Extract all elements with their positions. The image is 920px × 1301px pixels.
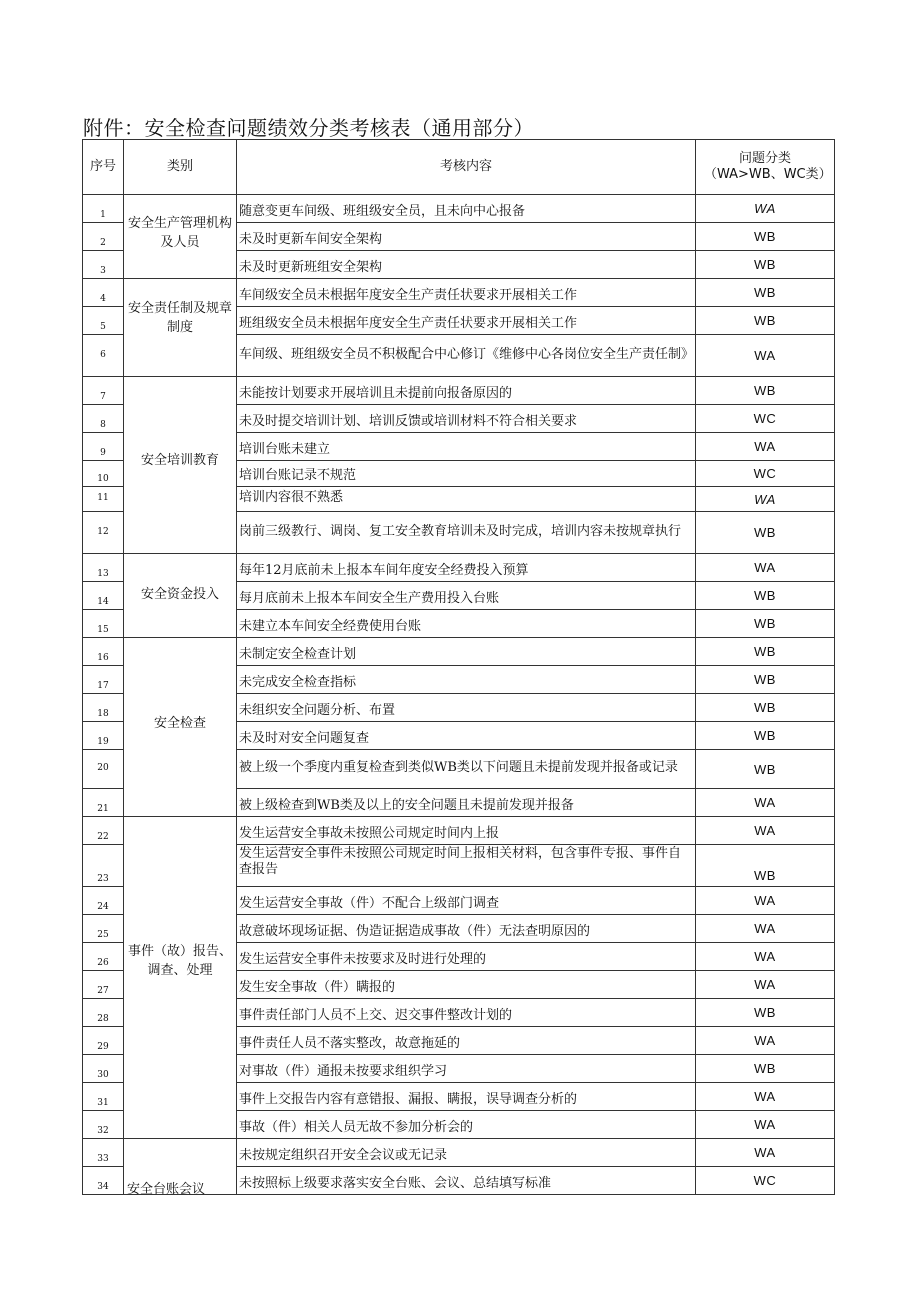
- content-cell: 培训台账记录不规范: [237, 461, 696, 487]
- row-number: 7: [83, 377, 124, 405]
- row-number: 1: [83, 195, 124, 223]
- content-cell: 车间级、班组级安全员不积极配合中心修订《维修中心各岗位安全生产责任制》: [237, 335, 696, 377]
- table-row: [83, 1139, 835, 1167]
- content-cell: 发生运营安全事故（件）不配合上级部门调查: [237, 887, 696, 915]
- row-number: 23: [83, 845, 124, 887]
- classification-cell: WB: [696, 377, 835, 405]
- row-number: 4: [83, 279, 124, 307]
- content-cell: 未按照标上级要求落实安全台账、会议、总结填写标准: [237, 1167, 696, 1195]
- header-content: 考核内容: [237, 140, 696, 195]
- classification-cell: WB: [696, 638, 835, 666]
- row-number: 18: [83, 694, 124, 722]
- category-cell: 安全资金投入: [124, 554, 237, 638]
- header-classification: 问题分类（WA>WB、WC类）: [696, 140, 835, 195]
- table-row: [83, 195, 835, 223]
- content-cell: 车间级安全员未根据年度安全生产责任状要求开展相关工作: [237, 279, 696, 307]
- row-number: 26: [83, 943, 124, 971]
- content-cell: 未及时更新班组安全架构: [237, 251, 696, 279]
- content-cell: 未及时更新车间安全架构: [237, 223, 696, 251]
- table-row: [83, 638, 835, 666]
- content-cell: 班组级安全员未根据年度安全生产责任状要求开展相关工作: [237, 307, 696, 335]
- content-cell: 未组织安全问题分析、布置: [237, 694, 696, 722]
- row-number: 27: [83, 971, 124, 999]
- content-cell: 未完成安全检查指标: [237, 666, 696, 694]
- classification-cell: WC: [696, 461, 835, 487]
- assessment-table: [82, 139, 835, 1195]
- classification-cell: WA: [696, 887, 835, 915]
- table-row: [83, 377, 835, 405]
- row-number: 6: [83, 335, 124, 377]
- classification-cell: WB: [696, 666, 835, 694]
- category-cell: 安全责任制及规章制度: [124, 279, 237, 377]
- content-cell: 未建立本车间安全经费使用台账: [237, 610, 696, 638]
- row-number: 34: [83, 1167, 124, 1195]
- row-number: 9: [83, 433, 124, 461]
- classification-cell: WA: [696, 915, 835, 943]
- row-number: 24: [83, 887, 124, 915]
- content-cell: 故意破坏现场证据、伪造证据造成事故（件）无法查明原因的: [237, 915, 696, 943]
- classification-cell: WB: [696, 1055, 835, 1083]
- content-cell: 未及时对安全问题复查: [237, 722, 696, 750]
- header-seq: 序号: [83, 140, 124, 195]
- content-cell: 发生安全事故（件）瞒报的: [237, 971, 696, 999]
- content-cell: 被上级一个季度内重复检查到类似WB类以下问题且未提前发现并报备或记录: [237, 750, 696, 789]
- classification-cell: WB: [696, 582, 835, 610]
- classification-cell: WB: [696, 251, 835, 279]
- classification-cell: WA: [696, 1083, 835, 1111]
- content-cell: 发生运营安全事件未按要求及时进行处理的: [237, 943, 696, 971]
- row-number: 2: [83, 223, 124, 251]
- classification-cell: WB: [696, 279, 835, 307]
- table-header-row: [83, 140, 835, 195]
- row-number: 10: [83, 461, 124, 487]
- category-cell: 安全检查: [124, 638, 237, 817]
- row-number: 21: [83, 789, 124, 817]
- content-cell: 培训台账未建立: [237, 433, 696, 461]
- row-number: 30: [83, 1055, 124, 1083]
- classification-cell: WC: [696, 1167, 835, 1195]
- row-number: 28: [83, 999, 124, 1027]
- classification-cell: WB: [696, 694, 835, 722]
- category-cell: 事件（故）报告、调查、处理: [124, 817, 237, 1139]
- classification-cell: WB: [696, 512, 835, 554]
- row-number: 31: [83, 1083, 124, 1111]
- content-cell: 事件上交报告内容有意错报、漏报、瞒报，误导调查分析的: [237, 1083, 696, 1111]
- content-cell: 培训内容很不熟悉: [237, 487, 696, 512]
- classification-cell: WA: [696, 433, 835, 461]
- row-number: 22: [83, 817, 124, 845]
- content-cell: 岗前三级教行、调岗、复工安全教育培训未及时完成，培训内容未按规章执行: [237, 512, 696, 554]
- classification-cell: WC: [696, 405, 835, 433]
- content-cell: 未制定安全检查计划: [237, 638, 696, 666]
- row-number: 33: [83, 1139, 124, 1167]
- classification-cell: WA: [696, 1139, 835, 1167]
- classification-cell: WA: [696, 1111, 835, 1139]
- content-cell: 被上级检查到WB类及以上的安全问题且未提前发现并报备: [237, 789, 696, 817]
- classification-cell: WB: [696, 223, 835, 251]
- row-number: 17: [83, 666, 124, 694]
- row-number: 20: [83, 750, 124, 789]
- classification-cell: WA: [696, 335, 835, 377]
- category-label-safety-ledger-meeting: 安全台账会议: [127, 1182, 206, 1197]
- classification-cell: WA: [696, 195, 835, 223]
- category-cell: 安全生产管理机构及人员: [124, 195, 237, 279]
- classification-cell: WA: [696, 971, 835, 999]
- classification-cell: WB: [696, 722, 835, 750]
- category-cell: 安全培训教育: [124, 377, 237, 554]
- row-number: 15: [83, 610, 124, 638]
- classification-cell: WB: [696, 999, 835, 1027]
- row-number: 14: [83, 582, 124, 610]
- row-number: 11: [83, 487, 124, 512]
- classification-cell: WA: [696, 554, 835, 582]
- row-number: 29: [83, 1027, 124, 1055]
- classification-cell: WA: [696, 487, 835, 512]
- row-number: 12: [83, 512, 124, 554]
- row-number: 16: [83, 638, 124, 666]
- content-cell: 未及时提交培训计划、培训反馈或培训材料不符合相关要求: [237, 405, 696, 433]
- table-row: [83, 554, 835, 582]
- content-cell: 随意变更车间级、班组级安全员，且未向中心报备: [237, 195, 696, 223]
- classification-cell: WB: [696, 750, 835, 789]
- row-number: 5: [83, 307, 124, 335]
- content-cell: 未能按计划要求开展培训且未提前向报备原因的: [237, 377, 696, 405]
- classification-cell: WA: [696, 1027, 835, 1055]
- table-row: [83, 817, 835, 845]
- content-cell: 每月底前未上报本车间安全生产费用投入台账: [237, 582, 696, 610]
- classification-cell: WA: [696, 789, 835, 817]
- classification-cell: WA: [696, 817, 835, 845]
- classification-cell: WB: [696, 610, 835, 638]
- content-cell: 发生运营安全事件未按照公司规定时间上报相关材料，包含事件专报、事件自查报告: [237, 845, 696, 887]
- page-title: 附件：安全检查问题绩效分类考核表（通用部分）: [83, 116, 534, 140]
- content-cell: 发生运营安全事故未按照公司规定时间内上报: [237, 817, 696, 845]
- row-number: 19: [83, 722, 124, 750]
- classification-cell: WB: [696, 845, 835, 887]
- content-cell: 事件责任人员不落实整改，故意拖延的: [237, 1027, 696, 1055]
- row-number: 13: [83, 554, 124, 582]
- header-category: 类别: [124, 140, 237, 195]
- row-number: 3: [83, 251, 124, 279]
- row-number: 25: [83, 915, 124, 943]
- content-cell: 对事故（件）通报未按要求组织学习: [237, 1055, 696, 1083]
- content-cell: 事故（件）相关人员无故不参加分析会的: [237, 1111, 696, 1139]
- row-number: 32: [83, 1111, 124, 1139]
- content-cell: 事件责任部门人员不上交、迟交事件整改计划的: [237, 999, 696, 1027]
- content-cell: 每年12月底前未上报本车间年度安全经费投入预算: [237, 554, 696, 582]
- classification-cell: WB: [696, 307, 835, 335]
- classification-cell: WA: [696, 943, 835, 971]
- table-row: [83, 279, 835, 307]
- row-number: 8: [83, 405, 124, 433]
- content-cell: 未按规定组织召开安全会议或无记录: [237, 1139, 696, 1167]
